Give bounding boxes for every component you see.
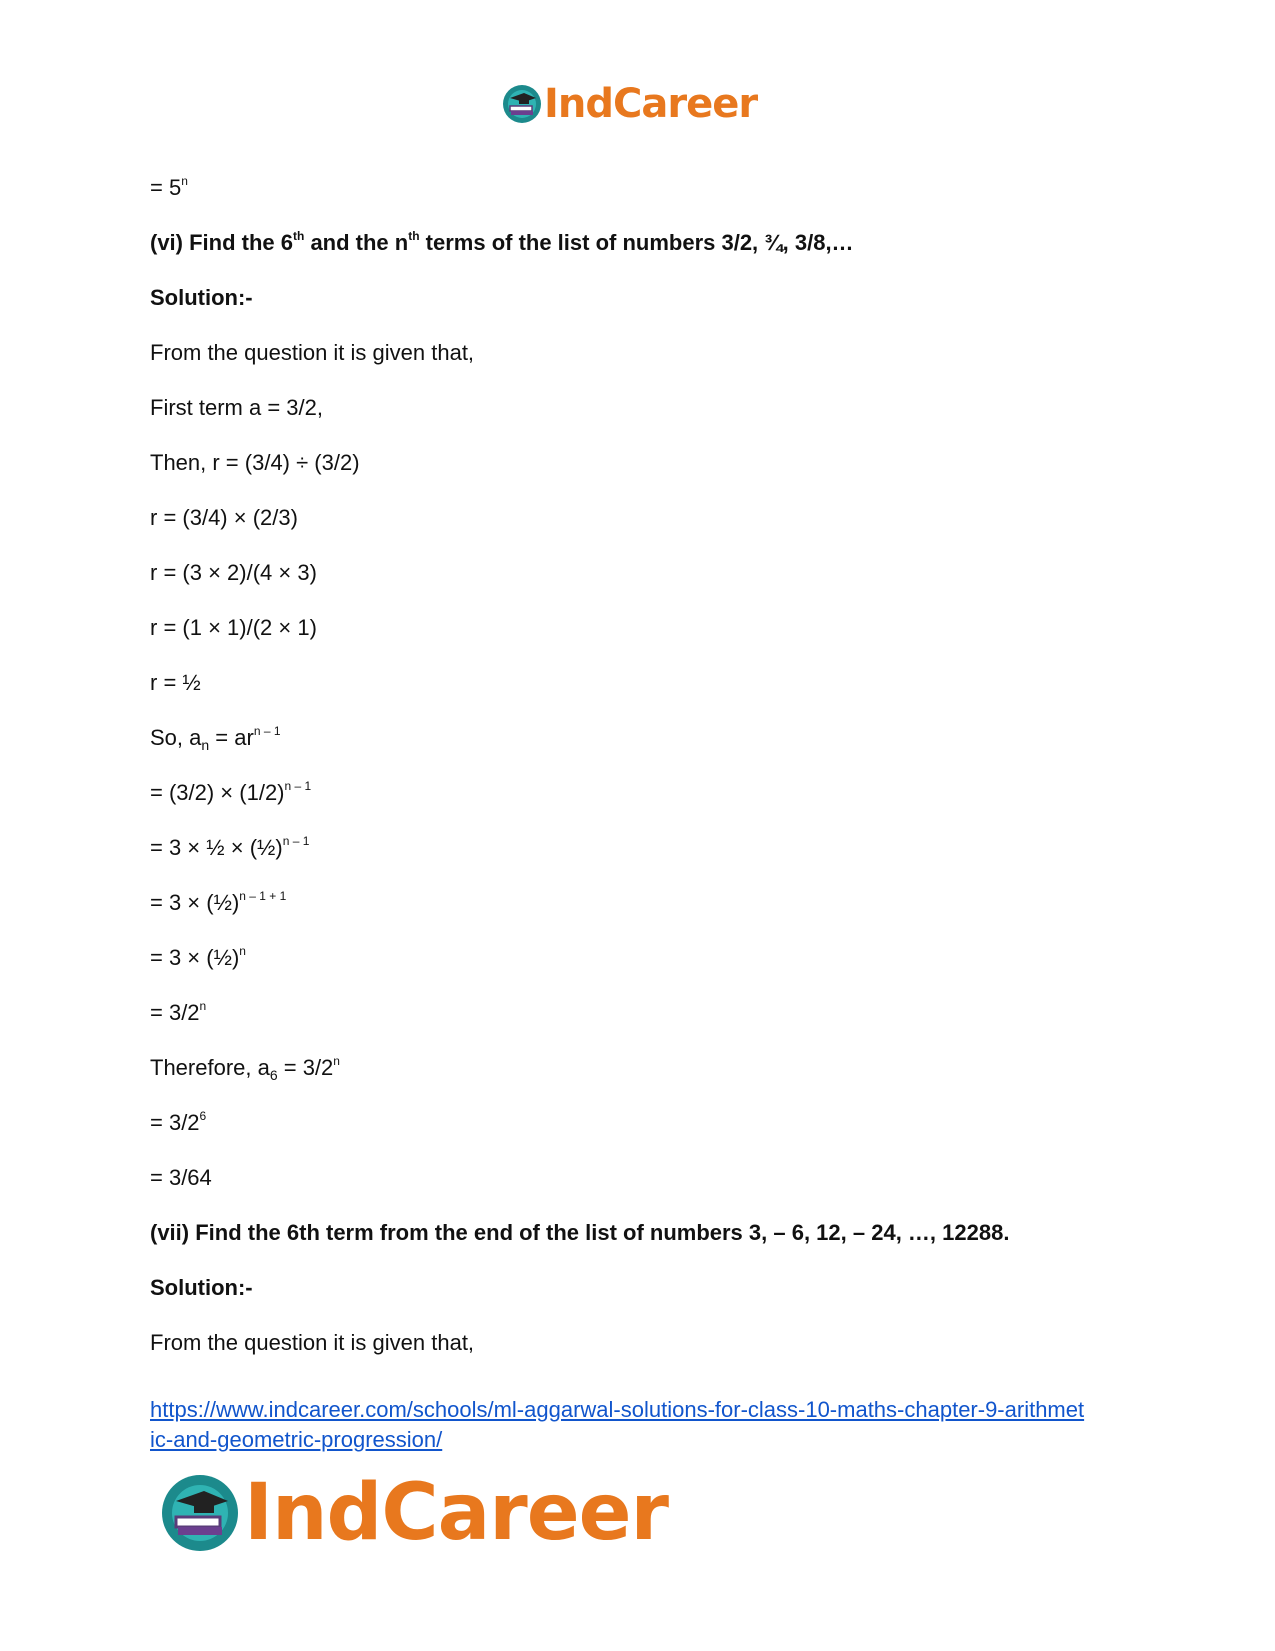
- solution-heading: Solution:-: [150, 285, 253, 310]
- source-link[interactable]: https://www.indcareer.com/schools/ml-aggarwal-solutions-for-class-10-maths-chapter-9-arithmet ic-and-geometric-progression/: [150, 1397, 1085, 1452]
- text-line: From the question it is given that,: [150, 340, 475, 365]
- text-line: = 3 × (½)$^{n - 1 + 1}$: [150, 889, 287, 915]
- question-vi: (vi) Find the 6th and the $n^{th}$ terms of the list of numbers 3/2, ¾, 3/8,…: [150, 229, 854, 255]
- book-globe-icon: [160, 1473, 240, 1553]
- text-line: r = (3 × 2)/(4 × 3): [150, 560, 317, 585]
- text-line: First term a = 3/2,: [150, 395, 323, 420]
- footer-logo: [160, 1468, 668, 1558]
- document-body: [150, 175, 1150, 1385]
- text-line: = $(3/2) \times (1/2)^{n - 1}$: [150, 779, 312, 805]
- header-logo: [502, 80, 757, 128]
- book-globe-icon: [502, 84, 542, 124]
- text-line: = 3 × ½ × (½)$^{n - 1}$: [150, 834, 310, 860]
- text-line: From the question it is given that,: [150, 1330, 475, 1355]
- solution-heading: Solution:-: [150, 1275, 253, 1300]
- brand-wordmark: IndCareer: [244, 1468, 668, 1558]
- text-line: So, $a_n = ar^{n - 1}$: [150, 724, 281, 753]
- text-line: = 3/64: [150, 1165, 212, 1190]
- text-line: Therefore, $a_6 = 3/2^n$: [150, 1054, 340, 1083]
- text-line: r = (3/4) × (2/3): [150, 505, 298, 530]
- text-line: = $3/2^6$: [150, 1109, 207, 1135]
- question-vii: (vii) Find the 6th term from the end of the list of numbers 3, – 6, 12, – 24, …, 12288.: [150, 1220, 1010, 1245]
- text-line: = 3 × (½)$^n$: [150, 944, 246, 970]
- text-line: = $3/2^n$: [150, 999, 207, 1025]
- text-line: = $5^n$: [150, 174, 188, 200]
- brand-wordmark: IndCareer: [544, 81, 758, 127]
- text-line: Then, r = (3/4) ÷ (3/2): [150, 450, 360, 475]
- text-line: r = ½: [150, 670, 201, 695]
- text-line: r = (1 × 1)/(2 × 1): [150, 615, 317, 640]
